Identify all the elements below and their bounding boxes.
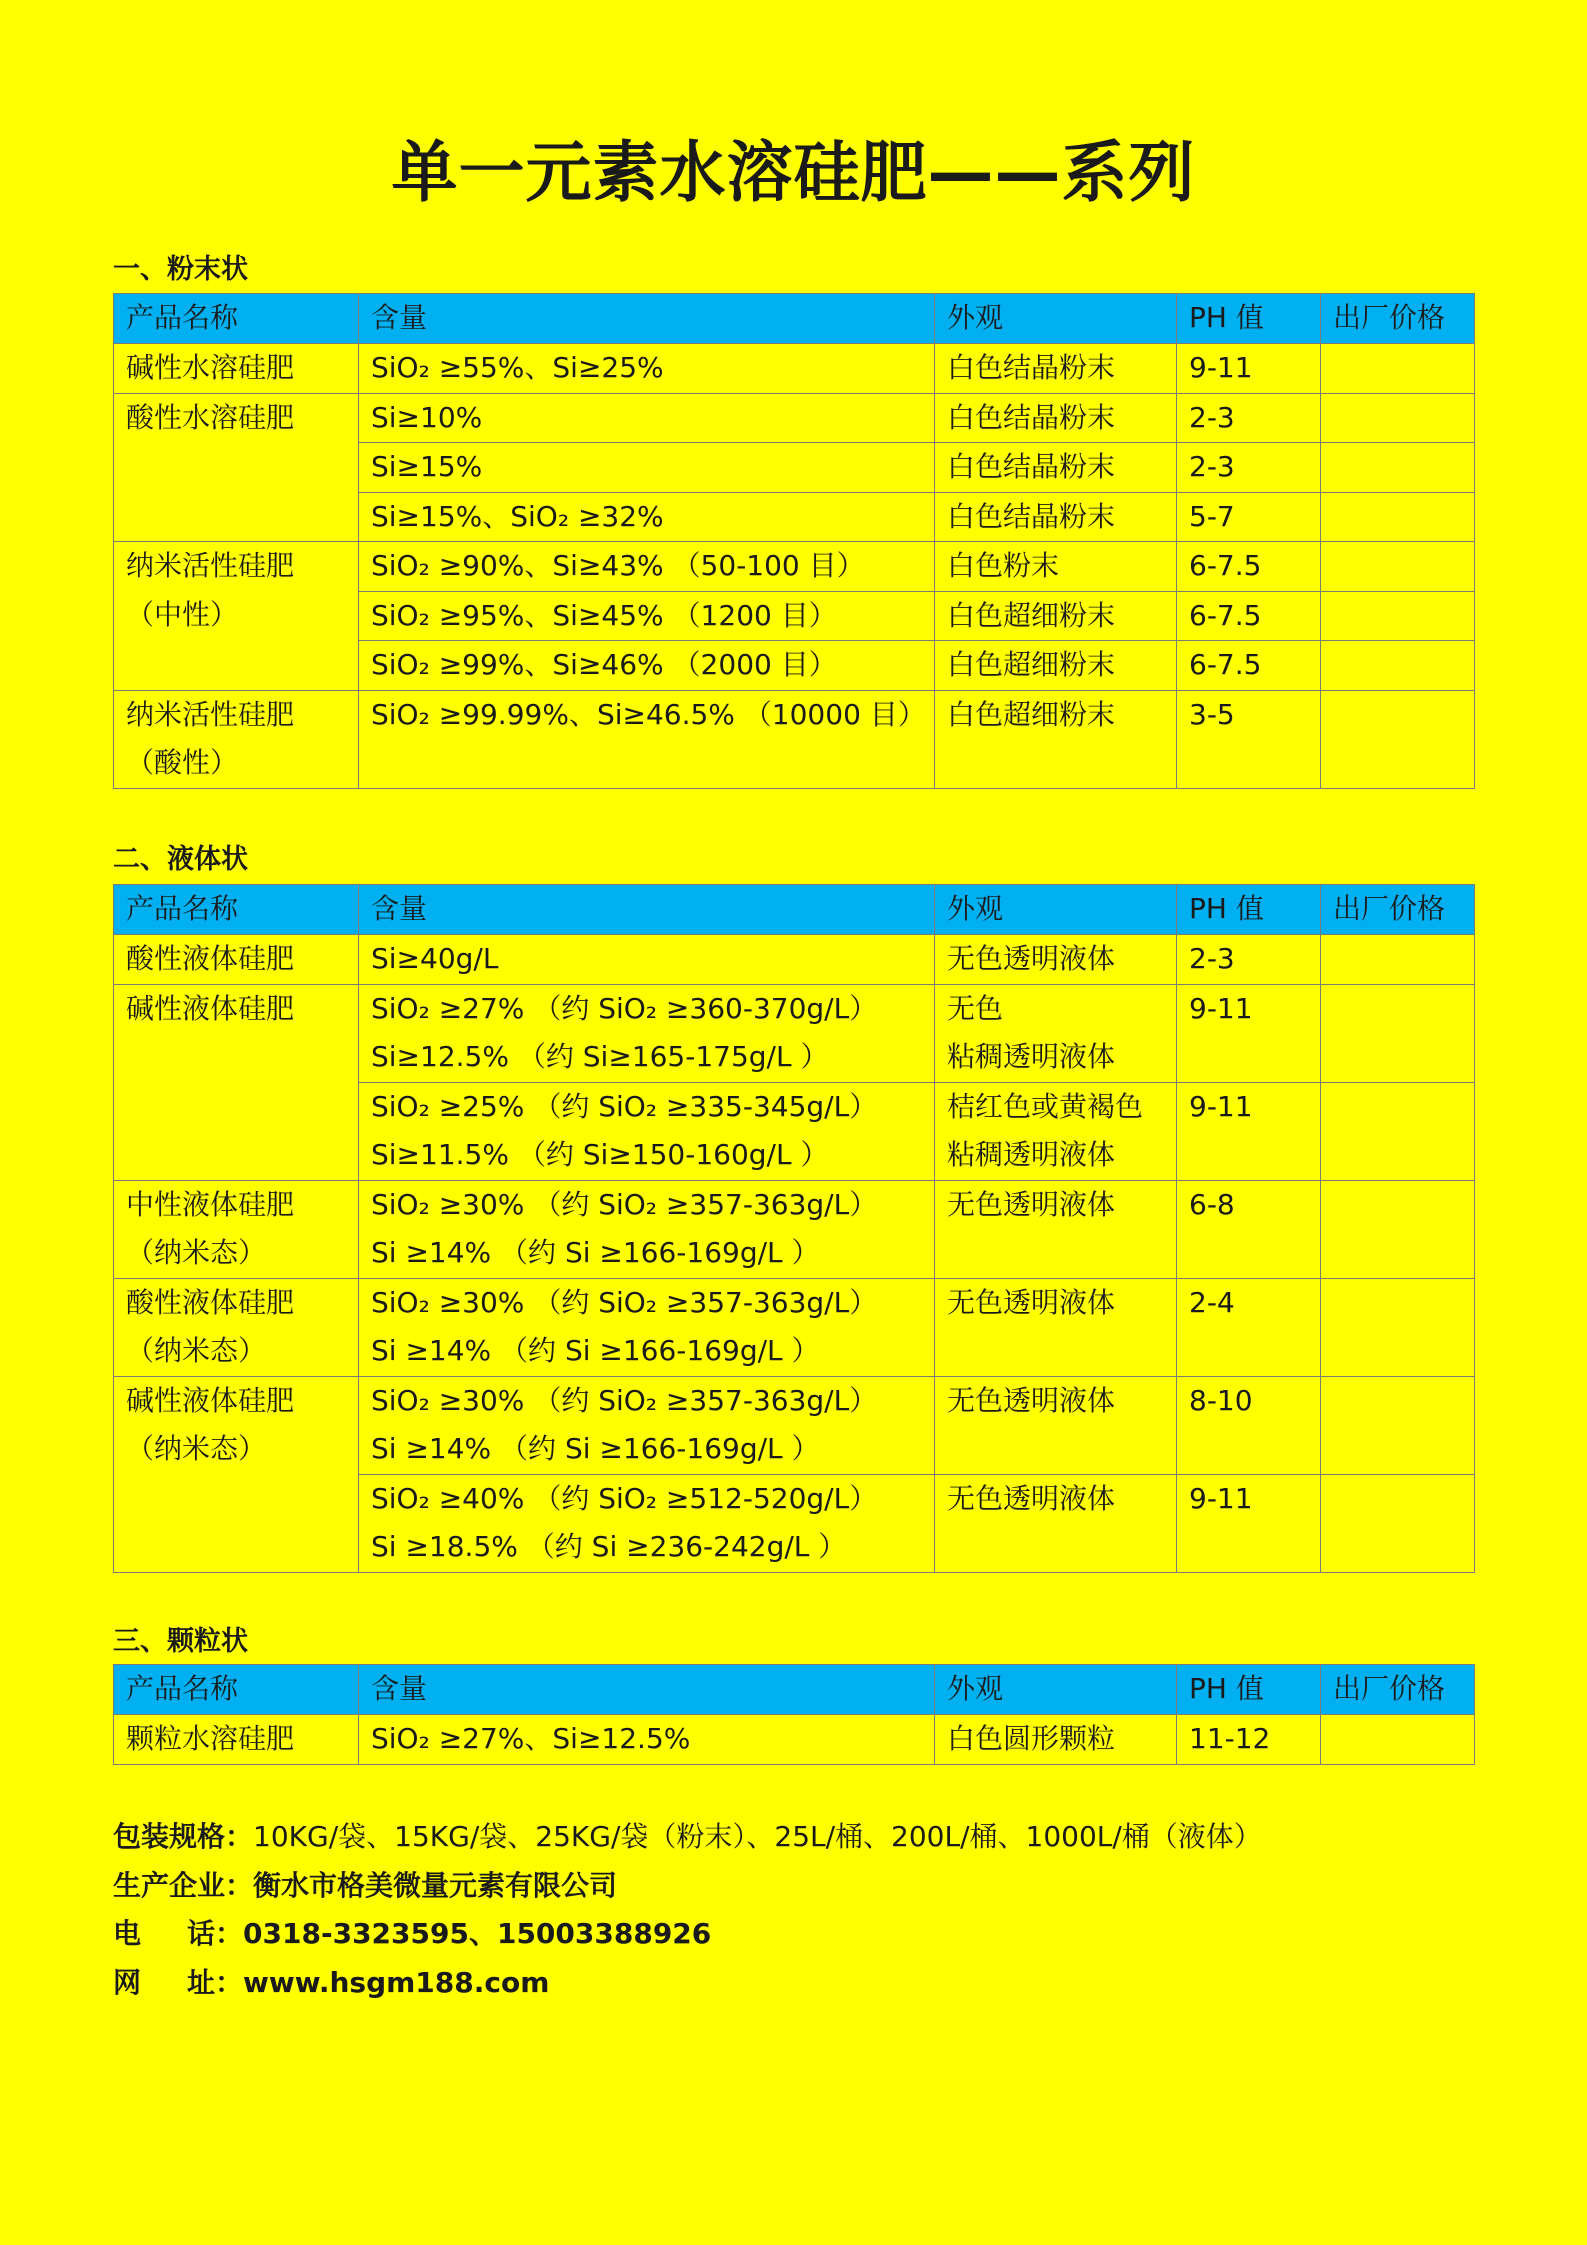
column-header: 含量 — [359, 885, 935, 935]
appearance-cell — [935, 393, 1177, 443]
table-row — [114, 1180, 1475, 1278]
ph-cell: 9-11 — [1177, 984, 1321, 1082]
product-name-cell — [114, 542, 359, 691]
product-name-line: 碱性液体硅肥 — [126, 991, 295, 1025]
ph-cell: 2-3 — [1177, 443, 1321, 493]
company-value: 衡水市格美微量元素有限公司 — [253, 1868, 618, 1902]
appearance-cell — [935, 492, 1177, 542]
content-cell — [359, 393, 935, 443]
table-row — [114, 344, 1475, 394]
appearance-line: 白色粉末 — [947, 549, 1060, 582]
product-name-cell — [114, 690, 359, 788]
price-cell — [1321, 1715, 1475, 1765]
price-cell — [1321, 1180, 1475, 1278]
price-cell — [1321, 935, 1475, 985]
content-cell — [359, 591, 935, 641]
price-cell — [1321, 1376, 1475, 1474]
product-name-line: 纳米活性硅肥 — [126, 697, 295, 731]
appearance-line: 无色透明液体 — [947, 942, 1116, 975]
appearance-line: 无色 — [947, 991, 1004, 1025]
table-row — [114, 1715, 1475, 1765]
product-name-line: 碱性液体硅肥 — [126, 1383, 295, 1417]
phone-row — [113, 1910, 1262, 1959]
product-name-line: （中性） — [126, 597, 239, 631]
appearance-cell — [935, 1376, 1177, 1474]
content-cell — [359, 542, 935, 592]
content-cell — [359, 1474, 935, 1572]
packaging-value: 10KG/袋、15KG/袋、25KG/袋（粉末）、25L/桶、200L/桶、1000L/桶（液体） — [253, 1820, 1262, 1853]
price-cell — [1321, 1278, 1475, 1376]
appearance-line: 无色透明液体 — [947, 1187, 1116, 1221]
content-line: SiO₂ ≥95%、Si≥45% （1200 目） — [371, 598, 837, 632]
appearance-line: 白色结晶粉末 — [947, 499, 1116, 533]
product-name-line: 酸性液体硅肥 — [126, 1285, 295, 1319]
content-line: Si ≥14% （约 Si ≥166-169g/L ） — [371, 1236, 820, 1269]
product-name-cell — [114, 935, 359, 985]
website-row — [113, 1959, 1262, 2008]
appearance-cell — [935, 542, 1177, 592]
powder-spec-table — [113, 293, 1475, 789]
content-cell — [359, 1180, 935, 1278]
section-heading-granule: 三、颗粒状 — [113, 1626, 248, 1657]
price-cell — [1321, 641, 1475, 691]
ph-cell: 8-10 — [1177, 1376, 1321, 1474]
granule-spec-table — [113, 1664, 1475, 1765]
price-cell — [1321, 393, 1475, 443]
product-name-cell — [114, 1376, 359, 1572]
column-header: 外观 — [935, 1665, 1177, 1715]
appearance-cell — [935, 1278, 1177, 1376]
company-info — [113, 1813, 1262, 2007]
table-row — [114, 1376, 1475, 1474]
table-header-row — [114, 1665, 1475, 1715]
content-cell — [359, 1376, 935, 1474]
product-name-line: 酸性水溶硅肥 — [126, 400, 295, 434]
appearance-line: 白色结晶粉末 — [947, 400, 1116, 434]
product-name-line: 酸性液体硅肥 — [126, 942, 295, 975]
appearance-cell — [935, 1082, 1177, 1180]
packaging-row — [113, 1813, 1262, 1862]
page-title: 单一元素水溶硅肥——系列 — [391, 134, 1196, 211]
product-name-line: （纳米态） — [126, 1334, 267, 1367]
product-name-line: （纳米态） — [126, 1432, 267, 1465]
ph-cell: 2-4 — [1177, 1278, 1321, 1376]
price-cell — [1321, 344, 1475, 394]
column-header: 外观 — [935, 885, 1177, 935]
ph-cell: 6-7.5 — [1177, 542, 1321, 592]
table-row — [114, 393, 1475, 443]
content-line: SiO₂ ≥90%、Si≥43% （50-100 目） — [371, 549, 865, 582]
appearance-cell — [935, 1715, 1177, 1765]
content-line: SiO₂ ≥30% （约 SiO₂ ≥357-363g/L） — [371, 1187, 878, 1221]
price-cell — [1321, 984, 1475, 1082]
column-header: 出厂价格 — [1321, 885, 1475, 935]
product-name-line: 中性液体硅肥 — [126, 1187, 295, 1221]
product-name-cell — [114, 984, 359, 1180]
content-line: SiO₂ ≥30% （约 SiO₂ ≥357-363g/L） — [371, 1383, 878, 1417]
ph-cell: 11-12 — [1177, 1715, 1321, 1765]
ph-cell: 6-7.5 — [1177, 591, 1321, 641]
table-header-row — [114, 294, 1475, 344]
product-name-cell — [114, 1180, 359, 1278]
phone-value: 0318-3323595、15003388926 — [243, 1917, 712, 1950]
appearance-line: 粘稠透明液体 — [947, 1040, 1116, 1073]
content-line: Si ≥18.5% （约 Si ≥236-242g/L ） — [371, 1530, 847, 1563]
content-line: SiO₂ ≥99%、Si≥46% （2000 目） — [371, 648, 837, 681]
column-header: 含量 — [359, 294, 935, 344]
appearance-line: 白色结晶粉末 — [947, 351, 1116, 384]
column-header: 产品名称 — [114, 294, 359, 344]
appearance-line: 白色超细粉末 — [947, 648, 1116, 681]
price-cell — [1321, 1082, 1475, 1180]
table-row — [114, 984, 1475, 1082]
appearance-cell — [935, 935, 1177, 985]
content-line: Si≥15% — [371, 450, 483, 483]
ph-cell: 2-3 — [1177, 935, 1321, 985]
product-name-line: 颗粒水溶硅肥 — [126, 1722, 295, 1755]
ph-cell: 5-7 — [1177, 492, 1321, 542]
table-header-row — [114, 885, 1475, 935]
content-cell — [359, 443, 935, 493]
product-name-cell — [114, 393, 359, 542]
price-cell — [1321, 1474, 1475, 1572]
content-line: Si ≥14% （约 Si ≥166-169g/L ） — [371, 1334, 820, 1367]
ph-cell: 9-11 — [1177, 1474, 1321, 1572]
content-line: Si≥12.5% （约 Si≥165-175g/L ） — [371, 1040, 829, 1073]
content-line: SiO₂ ≥55%、Si≥25% — [371, 351, 664, 384]
content-cell — [359, 935, 935, 985]
table-row — [114, 690, 1475, 788]
column-header: 出厂价格 — [1321, 1665, 1475, 1715]
product-name-line: 纳米活性硅肥 — [126, 549, 295, 582]
content-cell — [359, 1278, 935, 1376]
appearance-line: 白色超细粉末 — [947, 598, 1116, 632]
price-cell — [1321, 690, 1475, 788]
ph-cell: 6-8 — [1177, 1180, 1321, 1278]
content-line: Si≥11.5% （约 Si≥150-160g/L ） — [371, 1138, 829, 1171]
appearance-line: 无色透明液体 — [947, 1285, 1116, 1319]
company-label: 生产企业： — [113, 1868, 254, 1902]
appearance-line: 粘稠透明液体 — [947, 1138, 1116, 1171]
appearance-line: 白色超细粉末 — [947, 697, 1116, 731]
appearance-cell — [935, 344, 1177, 394]
liquid-spec-table — [113, 884, 1475, 1573]
price-cell — [1321, 591, 1475, 641]
appearance-line: 无色透明液体 — [947, 1481, 1116, 1515]
section-heading-powder: 一、粉末状 — [113, 254, 248, 285]
web-label-b: 址： — [187, 1965, 244, 1999]
website-link[interactable]: www.hsgm188.com — [243, 1965, 550, 1999]
content-line: SiO₂ ≥27% （约 SiO₂ ≥360-370g/L） — [371, 991, 878, 1025]
column-header: PH 值 — [1177, 885, 1321, 935]
appearance-cell — [935, 1180, 1177, 1278]
price-cell — [1321, 443, 1475, 493]
column-header: 产品名称 — [114, 1665, 359, 1715]
product-name-line: （纳米态） — [126, 1236, 267, 1269]
content-line: SiO₂ ≥25% （约 SiO₂ ≥335-345g/L） — [371, 1089, 878, 1123]
phone-label-b: 话： — [187, 1917, 244, 1950]
content-line: Si≥15%、SiO₂ ≥32% — [371, 499, 664, 533]
appearance-cell — [935, 641, 1177, 691]
product-name-cell — [114, 1715, 359, 1765]
appearance-cell — [935, 690, 1177, 788]
content-line: SiO₂ ≥40% （约 SiO₂ ≥512-520g/L） — [371, 1481, 878, 1515]
price-cell — [1321, 542, 1475, 592]
web-label-a: 网 — [113, 1965, 142, 1999]
ph-cell: 9-11 — [1177, 344, 1321, 394]
appearance-cell — [935, 984, 1177, 1082]
appearance-line: 无色透明液体 — [947, 1383, 1116, 1417]
content-line — [371, 739, 922, 788]
product-name-line: （酸性） — [126, 746, 239, 779]
content-line: Si ≥14% （约 Si ≥166-169g/L ） — [371, 1432, 820, 1465]
column-header: 产品名称 — [114, 885, 359, 935]
column-header: PH 值 — [1177, 1665, 1321, 1715]
content-line: SiO₂ ≥99.99%、Si≥46.5% （10000 目） — [371, 697, 926, 731]
content-line: SiO₂ ≥30% （约 SiO₂ ≥357-363g/L） — [371, 1285, 878, 1319]
content-cell — [359, 984, 935, 1082]
company-row — [113, 1862, 1262, 1911]
product-name-line: 碱性水溶硅肥 — [126, 351, 295, 384]
ph-cell: 3-5 — [1177, 690, 1321, 788]
appearance-cell — [935, 443, 1177, 493]
content-cell — [359, 641, 935, 691]
column-header: PH 值 — [1177, 294, 1321, 344]
column-header: 出厂价格 — [1321, 294, 1475, 344]
product-name-cell — [114, 344, 359, 394]
table-row — [114, 935, 1475, 985]
appearance-line: 白色结晶粉末 — [947, 450, 1116, 483]
column-header: 外观 — [935, 294, 1177, 344]
content-line: SiO₂ ≥27%、Si≥12.5% — [371, 1722, 691, 1755]
content-cell — [359, 1715, 935, 1765]
content-cell — [359, 1082, 935, 1180]
appearance-line: 桔红色或黄褐色 — [947, 1089, 1144, 1123]
ph-cell: 2-3 — [1177, 393, 1321, 443]
ph-cell: 9-11 — [1177, 1082, 1321, 1180]
section-heading-liquid: 二、液体状 — [113, 844, 248, 875]
content-cell — [359, 690, 935, 788]
product-name-cell — [114, 1278, 359, 1376]
table-row — [114, 1278, 1475, 1376]
appearance-line: 白色圆形颗粒 — [947, 1722, 1116, 1755]
phone-label-a: 电 — [113, 1917, 142, 1950]
content-cell — [359, 492, 935, 542]
content-cell — [359, 344, 935, 394]
column-header: 含量 — [359, 1665, 935, 1715]
packaging-label: 包装规格： — [113, 1820, 254, 1853]
appearance-cell — [935, 591, 1177, 641]
price-cell — [1321, 492, 1475, 542]
content-line: Si≥40g/L — [371, 942, 499, 975]
table-row — [114, 542, 1475, 592]
appearance-cell — [935, 1474, 1177, 1572]
ph-cell: 6-7.5 — [1177, 641, 1321, 691]
content-line: Si≥10% — [371, 400, 483, 434]
